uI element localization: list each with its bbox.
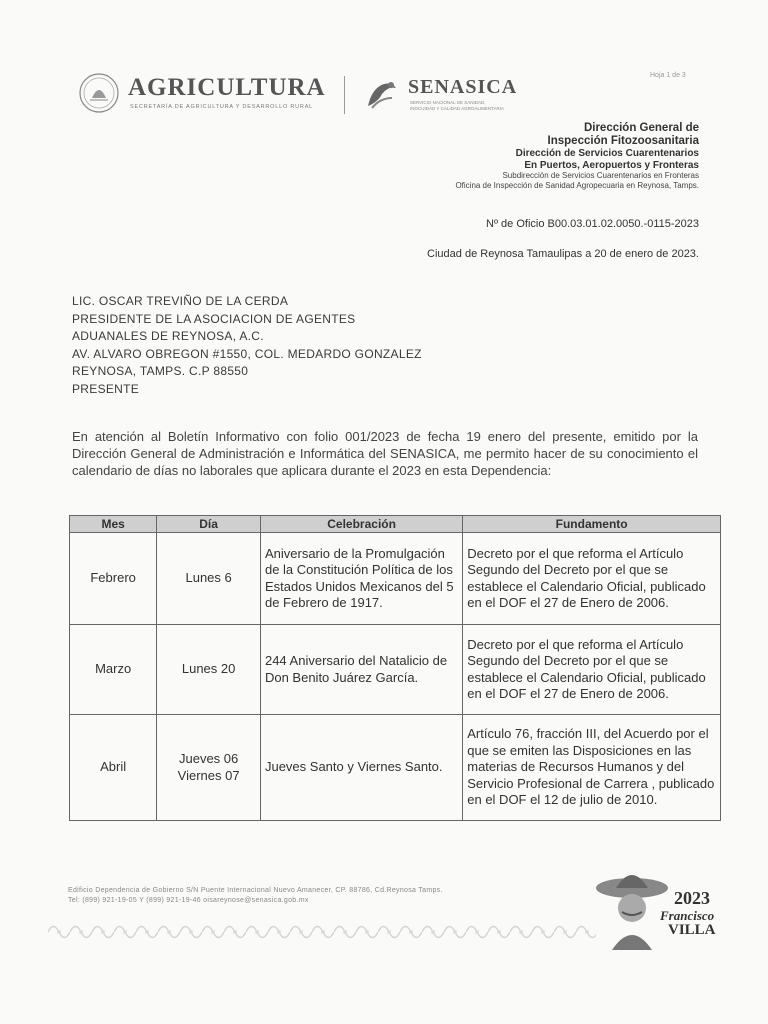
header-dia: Día xyxy=(157,516,261,533)
page-number: Hoja 1 de 3 xyxy=(650,72,686,79)
addressee-line: AV. ALVARO OBREGON #1550, COL. MEDARDO GONZALEZ xyxy=(72,346,422,361)
cell-celebracion: 244 Aniversario del Natalicio de Don Benito Juárez García. xyxy=(260,625,462,715)
table-row xyxy=(70,533,721,625)
place-date: Ciudad de Reynosa Tamaulipas a 20 de enero de 2023. xyxy=(427,248,699,260)
cell-mes: Abril xyxy=(70,715,157,821)
cell-dia: Jueves 06 Viernes 07 xyxy=(157,715,261,821)
cell-mes: Febrero xyxy=(70,533,157,625)
cell-fundamento: Decreto por el que reforma el Artículo Segundo del Decreto por el que se establece el Calendario Oficial, publicado en el DOF el 27 de Enero de 2006. xyxy=(463,625,721,715)
senasica-subtitle xyxy=(410,100,504,111)
body-paragraph: En atención al Boletín Informativo con folio 001/2023 de fecha 19 enero del presente, emitido por la Dirección General de Administración e Informática del SENASICA, me permito hacer de su conocimiento el calendario de días no laborales que aplicara durante el 2023 en esta Dependencia: xyxy=(72,429,698,478)
senasica-subtitle-line-2: INOCUIDAD Y CALIDAD AGROALIMENTARIA xyxy=(410,105,505,111)
header-celebracion: Celebración xyxy=(260,516,462,533)
senasica-logo-text: SENASICA xyxy=(408,76,518,98)
table-row xyxy=(70,625,721,715)
addressee-line: PRESENTE xyxy=(72,381,140,396)
cell-dia: Lunes 6 xyxy=(157,533,261,625)
cell-celebracion: Aniversario de la Promulgación de la Constitución Política de los Estados Unidos Mexicanos del 5 de Febrero de 1917. xyxy=(260,533,462,625)
dependency-block xyxy=(455,122,699,191)
sombrero-portrait-icon xyxy=(594,858,674,950)
header-mes: Mes xyxy=(70,516,157,533)
addressee-line: REYNOSA, TAMPS. C.P 88550 xyxy=(72,364,249,379)
senasica-subtitle-line-1: SERVICIO NACIONAL DE SANIDAD, xyxy=(410,100,486,105)
addressee-line: ADUANALES DE REYNOSA, A.C. xyxy=(72,329,264,344)
footer-decorative-pattern xyxy=(48,921,596,943)
footer-line-1: Edificio Dependencia de Gobierno S/N Puente Internacional Nuevo Amanecer, CP. 88786, Cd.Reynosa Tamps. xyxy=(68,887,443,894)
addressee-line: LIC. OSCAR TREVIÑO DE LA CERDA xyxy=(72,294,289,308)
holiday-calendar-table xyxy=(69,515,721,821)
dependency-line-4: En Puertos, Aeropuertos y Fronteras xyxy=(524,159,699,171)
agricultura-logo-text: AGRICULTURA xyxy=(128,74,326,101)
table-header-row xyxy=(70,516,721,533)
dependency-line-3: Dirección de Servicios Cuarentenarios xyxy=(515,148,699,159)
cell-dia: Lunes 20 xyxy=(157,625,261,715)
table-row xyxy=(70,715,721,821)
addressee-line: PRESIDENTE DE LA ASOCIACION DE AGENTES xyxy=(72,311,356,326)
cell-mes: Marzo xyxy=(70,625,157,715)
villa-year: 2023 xyxy=(674,888,710,908)
header-fundamento: Fundamento xyxy=(463,516,721,533)
dependency-line-2: Inspección Fitozoosanitaria xyxy=(547,135,699,147)
footer-address xyxy=(68,886,443,906)
header-divider xyxy=(344,76,345,114)
coat-of-arms-icon xyxy=(78,72,120,114)
footer-line-2: Tel: (899) 921-19-05 Y (899) 921-19-46 oisareynose@senasica.gob.mx xyxy=(68,897,309,904)
agricultura-subtitle: SECRETARÍA DE AGRICULTURA Y DESARROLLO RURAL xyxy=(130,104,314,110)
cell-fundamento: Decreto por el que reforma el Artículo Segundo del Decreto por el que se establece el Calendario Oficial, publicado en el DOF el 27 de Enero de 2006. xyxy=(463,533,721,625)
villa-name-1: Francisco xyxy=(660,908,715,923)
cell-fundamento: Artículo 76, fracción III, del Acuerdo por el que se emiten las Disposiciones en las materias de Recursos Humanos y del Servicio Profesional de Carrera , publicado en el DOF el 12 de julio de 2010. xyxy=(463,715,721,821)
oficio-number: Nº de Oficio B00.03.01.02.0050.-0115-2023 xyxy=(486,218,699,230)
dependency-line-6: Oficina de Inspección de Sanidad Agropecuaria en Reynosa, Tamps. xyxy=(455,181,699,190)
cell-celebracion: Jueves Santo y Viernes Santo. xyxy=(260,715,462,821)
dependency-line-5: Subdirección de Servicios Cuarentenarios en Fronteras xyxy=(502,171,699,180)
dependency-line-1: Dirección General de xyxy=(583,122,699,134)
francisco-villa-2023-logo xyxy=(594,858,734,950)
villa-name-2: VILLA xyxy=(668,922,716,938)
letterhead xyxy=(78,70,698,118)
addressee-block xyxy=(72,293,422,399)
senasica-logo-icon xyxy=(362,74,402,114)
